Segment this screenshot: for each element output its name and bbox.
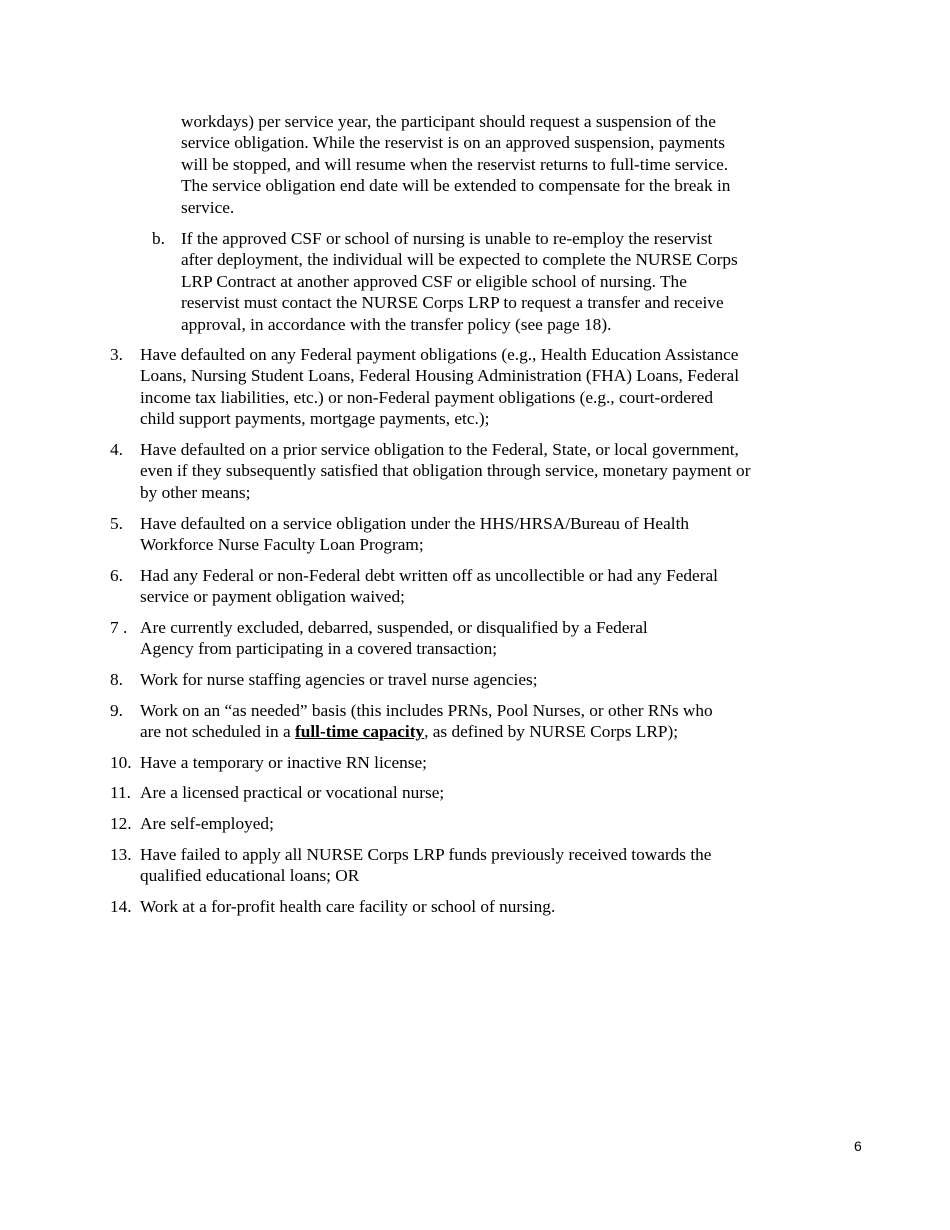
list-number: 12. xyxy=(110,814,132,833)
list-item-text xyxy=(140,700,792,743)
list-number: 10. xyxy=(110,753,132,772)
text-line: approval, in accordance with the transfer policy (see page 18). xyxy=(181,314,612,334)
text-line: Are self-employed; xyxy=(140,814,274,833)
text-line: service or payment obligation waived; xyxy=(140,587,405,607)
list-item-text xyxy=(140,813,792,834)
list-item-text xyxy=(140,439,792,503)
text-segment: are not scheduled in a xyxy=(140,722,295,742)
list-item-text xyxy=(140,752,792,773)
list-item-text xyxy=(140,782,792,803)
list-marker: b. xyxy=(152,229,165,248)
full-time-capacity-term: full-time capacity xyxy=(295,722,425,742)
text-line xyxy=(140,721,792,742)
text-line: Have defaulted on any Federal payment obligations (e.g., Health Education Assistance xyxy=(140,345,739,364)
text-line: Are currently excluded, debarred, suspended, or disqualified by a Federal xyxy=(140,618,648,637)
text-line: Agency from participating in a covered transaction; xyxy=(140,639,498,659)
continuation-line: workdays) per service year, the participant should request a suspension of the xyxy=(181,112,716,131)
text-line: Work at a for-profit health care facility or school of nursing. xyxy=(140,897,556,916)
text-line: Have failed to apply all NURSE Corps LRP funds previously received towards the xyxy=(140,845,712,864)
list-item-text xyxy=(181,228,792,335)
list-item-text xyxy=(140,669,792,690)
text-line: by other means; xyxy=(140,482,251,502)
text-line: reservist must contact the NURSE Corps LRP to request a transfer and receive xyxy=(181,293,724,313)
list-number: 5. xyxy=(110,514,123,533)
text-line: LRP Contract at another approved CSF or eligible school of nursing. The xyxy=(181,271,687,291)
list-item-text xyxy=(140,896,792,917)
list-item-text xyxy=(140,344,792,430)
text-line: Have a temporary or inactive RN license; xyxy=(140,753,427,772)
list-number: 8. xyxy=(110,670,123,689)
text-line: Loans, Nursing Student Loans, Federal Housing Administration (FHA) Loans, Federal xyxy=(140,366,740,386)
text-line: Workforce Nurse Faculty Loan Program; xyxy=(140,535,424,555)
text-line: If the approved CSF or school of nursing is unable to re-employ the reservist xyxy=(181,229,713,248)
list-item-text xyxy=(140,844,792,887)
text-line: Have defaulted on a prior service obligation to the Federal, State, or local government, xyxy=(140,440,739,459)
text-line: after deployment, the individual will be expected to complete the NURSE Corps xyxy=(181,250,738,270)
list-number: 9. xyxy=(110,701,123,720)
text-segment: , as defined by NURSE Corps LRP); xyxy=(424,722,679,742)
continuation-line: will be stopped, and will resume when the reservist returns to full-time service. xyxy=(181,154,729,174)
text-line: child support payments, mortgage payments, etc.); xyxy=(140,409,490,429)
text-line: Have defaulted on a service obligation under the HHS/HRSA/Bureau of Health xyxy=(140,514,690,533)
list-number: 13. xyxy=(110,845,132,864)
list-item-text xyxy=(140,617,792,660)
text-line: Work on an “as needed” basis (this includes PRNs, Pool Nurses, or other RNs who xyxy=(140,701,713,720)
continuation-line: service. xyxy=(181,197,235,217)
text-line: Had any Federal or non-Federal debt written off as uncollectible or had any Federal xyxy=(140,566,718,585)
text-line: Are a licensed practical or vocational nurse; xyxy=(140,783,445,802)
list-number: 14. xyxy=(110,897,132,916)
list-number: 3. xyxy=(110,345,123,364)
text-line: even if they subsequently satisfied that obligation through service, monetary payment or xyxy=(140,461,751,481)
list-number: 11. xyxy=(110,783,131,802)
continuation-paragraph xyxy=(181,111,791,218)
text-line: qualified educational loans; OR xyxy=(140,866,360,886)
continuation-line: The service obligation end date will be extended to compensate for the break in xyxy=(181,176,731,196)
list-number: 7 . xyxy=(110,618,128,637)
list-number: 6. xyxy=(110,566,123,585)
continuation-line: service obligation. While the reservist is on an approved suspension, payments xyxy=(181,133,725,153)
text-line: Work for nurse staffing agencies or travel nurse agencies; xyxy=(140,670,538,689)
list-number: 4. xyxy=(110,440,123,459)
text-line: income tax liabilities, etc.) or non-Federal payment obligations (e.g., court-ordered xyxy=(140,387,713,407)
page-number: 6 xyxy=(854,1138,862,1154)
list-item-text xyxy=(140,513,792,556)
list-item-text xyxy=(140,565,792,608)
